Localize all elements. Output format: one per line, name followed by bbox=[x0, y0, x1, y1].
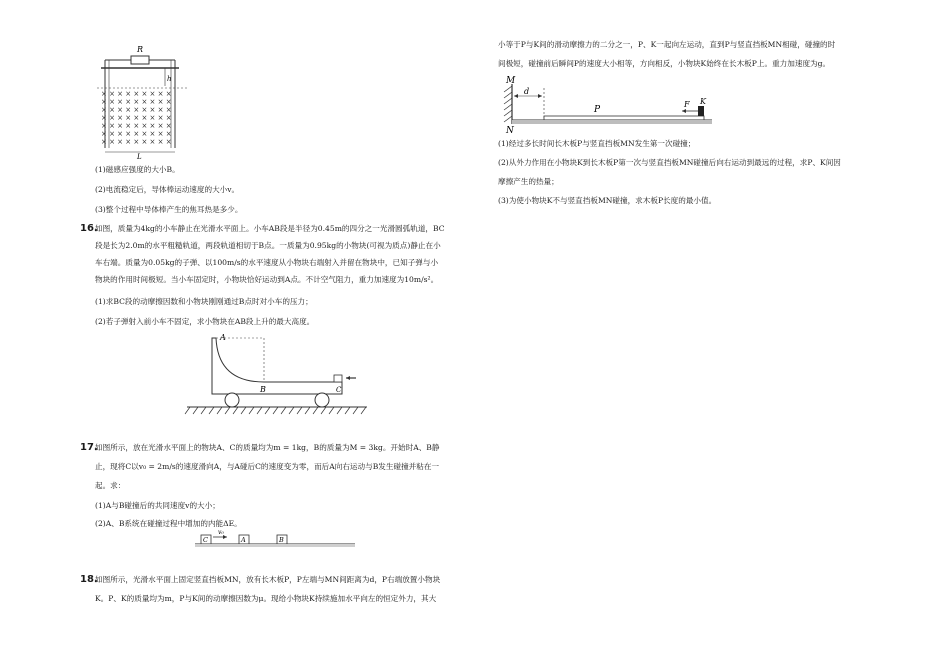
force-label: F bbox=[684, 100, 690, 109]
cart-body bbox=[212, 338, 342, 394]
point-b-label: B bbox=[260, 385, 266, 394]
cart-figure bbox=[182, 330, 372, 418]
block-k-label: K bbox=[700, 97, 706, 106]
wheel-left bbox=[225, 393, 239, 407]
q18-item-2: (2)从外力作用在小物块K到长木板P第一次与竖直挡板MN碰撞后向右运动到最远的过程，求P、K间因 bbox=[498, 158, 841, 167]
q16-item-1: (1)求BC段的动摩擦因数和小物块刚刚通过B点时对小车的压力； bbox=[95, 297, 313, 306]
svg-text:× × × × × × × × ×: × × × × × × × × × bbox=[101, 130, 172, 138]
magnetic-field-figure bbox=[95, 40, 195, 160]
q15-item-3: (3)整个过程中导体棒产生的焦耳热是多少。 bbox=[95, 205, 243, 214]
q17-line-3: 起。求： bbox=[95, 481, 126, 490]
svg-text:× × × × × × × × ×: × × × × × × × × × bbox=[101, 106, 172, 114]
width-label: L bbox=[137, 153, 142, 160]
wall-n-label: N bbox=[506, 126, 514, 136]
ground-shade bbox=[195, 544, 355, 547]
block-k bbox=[698, 106, 704, 116]
cart-diagram bbox=[182, 330, 372, 418]
q16-line-3: 车右端。质量为0.05kg的子弹、以100m/s的水平速度从小物块右端射入并留在物块中，已知子弹与小 bbox=[95, 258, 439, 267]
block-c bbox=[334, 375, 342, 382]
svg-text:× × × × × × × × ×: × × × × × × × × × bbox=[101, 114, 172, 122]
plank-figure bbox=[500, 74, 715, 136]
plank-p bbox=[544, 116, 704, 120]
q16-item-2: (2)若子弹射入前小车不固定，求小物块在AB段上升的最大高度。 bbox=[95, 317, 315, 326]
q18-number: 18. bbox=[80, 574, 98, 585]
block-b-label: B bbox=[279, 536, 284, 544]
q18-line-2: K。P、K的质量均为m，P与K间的动摩擦因数为μ。现给小物块K持续施加水平向左的恒定外力，其大 bbox=[95, 594, 437, 603]
q17-item-2: (2)A、B系统在碰撞过程中增加的内能ΔE。 bbox=[95, 519, 242, 528]
height-label: h bbox=[167, 75, 172, 83]
q18-item-3: (3)为使小物块K不与竖直挡板MN碰撞，求木板P长度的最小值。 bbox=[498, 196, 717, 205]
point-c-label: C bbox=[336, 386, 342, 394]
ground-shade bbox=[512, 120, 712, 124]
q17-line-1: 如图所示，放在光滑水平面上的物块A、C的质量均为m = 1kg，B的质量为M = 3kg。开始时A、B静 bbox=[95, 443, 440, 452]
svg-text:× × × × × × × × ×: × × × × × × × × × bbox=[101, 90, 172, 98]
q15-item-1: (1)磁感应强度的大小B。 bbox=[95, 165, 180, 174]
resistor bbox=[131, 56, 149, 64]
q17-line-2: 止，现将C以v₀ = 2m/s的速度滑向A，与A碰后C的速度变为零，而后A向右运动与B发生碰撞并粘在一 bbox=[95, 462, 440, 471]
q18-cont-line-2: 间极短，碰撞前后瞬间P的速度大小相等，方向相反，小物块K始终在长木板P上。重力加速度为g。 bbox=[498, 59, 831, 68]
q16-number: 16. bbox=[80, 223, 98, 234]
q18-line-1: 如图所示，光滑水平面上固定竖直挡板MN，放有长木板P，P左端与MN间距离为d，P右端放置小物块 bbox=[95, 575, 441, 584]
q16-line-2: 段是长为2.0m的水平粗糙轨道，两段轨道相切于B点。一质量为0.95kg的小物块(可视为质点)静止在小 bbox=[95, 241, 441, 250]
q18-cont-line-1: 小等于P与K间的滑动摩擦力的二分之一，P、K一起向左运动，直到P与竖直挡板MN相碰，碰撞的时 bbox=[498, 40, 836, 49]
velocity-label: v₀ bbox=[218, 529, 224, 536]
q16-line-1: 如图，质量为4kg的小车静止在光滑水平面上。小车AB段是半径为0.45m的四分之一光滑圆弧轨道，BC bbox=[95, 224, 445, 233]
wheel-right bbox=[315, 393, 329, 407]
blocks-diagram bbox=[195, 528, 355, 550]
distance-label: d bbox=[524, 87, 530, 96]
q16-line-4: 物块的作用时间极短。当小车固定时，小物块恰好运动到A点。不计空气阻力，重力加速度为10m/s²。 bbox=[95, 275, 439, 284]
svg-text:× × × × × × × × ×: × × × × × × × × × bbox=[101, 138, 172, 146]
q17-item-1: (1)A与B碰撞后的共同速度v的大小； bbox=[95, 501, 220, 510]
blocks-figure bbox=[195, 528, 355, 550]
q15-item-2: (2)电流稳定后，导体棒运动速度的大小v。 bbox=[95, 185, 240, 194]
plank-label: P bbox=[594, 105, 601, 115]
plank-diagram bbox=[500, 74, 715, 136]
block-c-label: C bbox=[203, 536, 208, 544]
wall-m-label: M bbox=[506, 76, 516, 86]
q18-item-1: (1)经过多长时间长木板P与竖直挡板MN发生第一次碰撞； bbox=[498, 139, 696, 148]
field-cross-marks bbox=[101, 90, 172, 146]
svg-text:× × × × × × × × ×: × × × × × × × × × bbox=[101, 98, 172, 106]
q17-number: 17. bbox=[80, 442, 98, 453]
magnetic-field-diagram bbox=[95, 40, 195, 160]
resistor-label: R bbox=[137, 45, 144, 54]
block-a-label: A bbox=[241, 536, 246, 544]
svg-text:× × × × × × × × ×: × × × × × × × × × bbox=[101, 122, 172, 130]
point-a-label: A bbox=[220, 333, 226, 342]
q18-item-2-cont: 摩擦产生的热量； bbox=[498, 177, 559, 186]
